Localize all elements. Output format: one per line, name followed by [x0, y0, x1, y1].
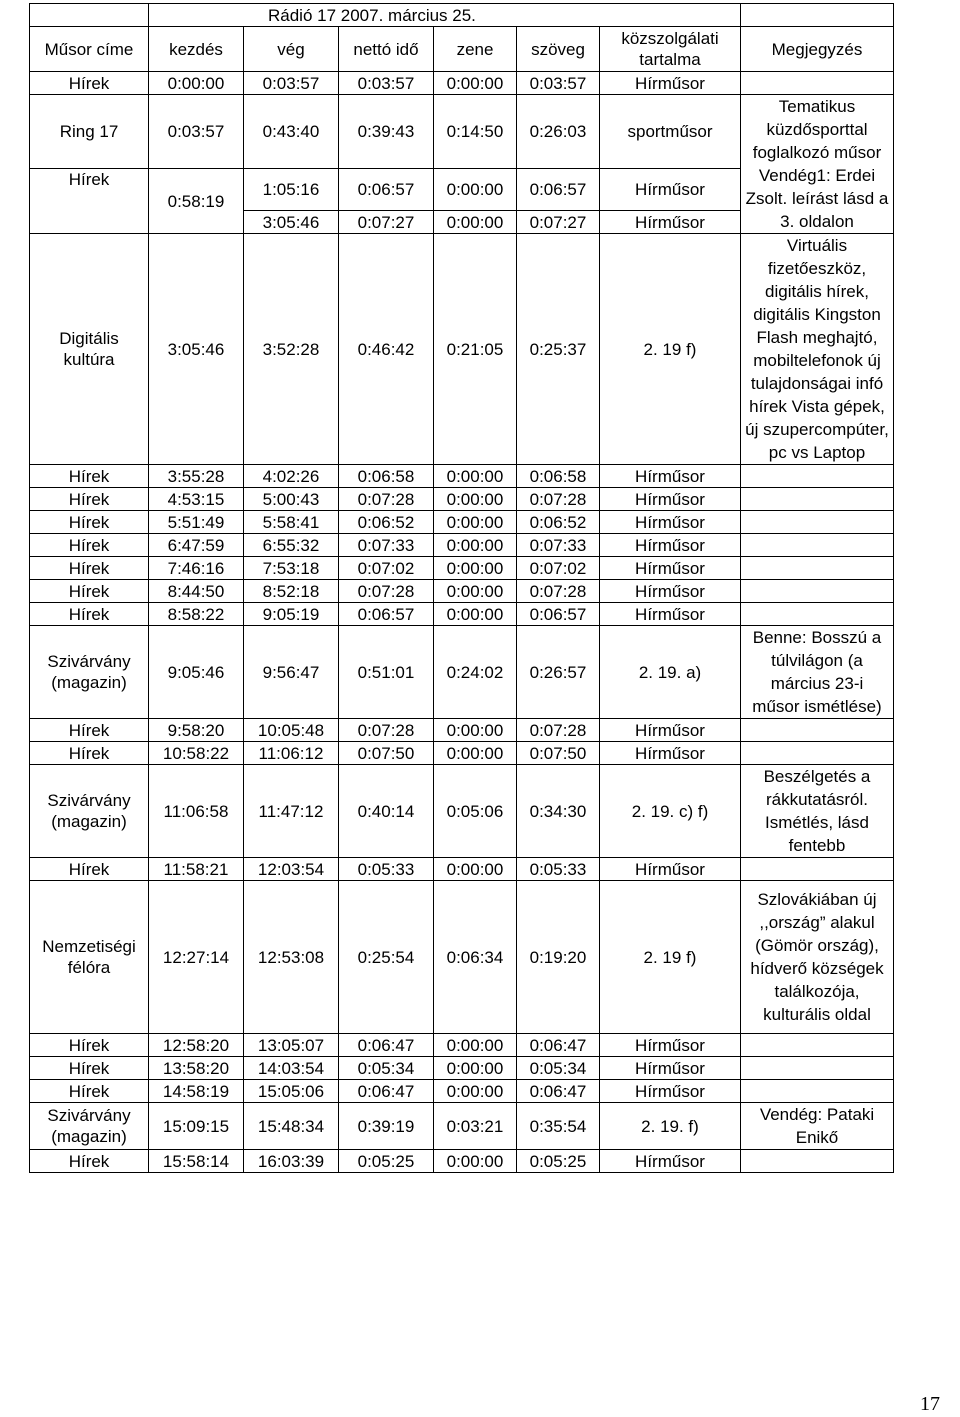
- table-row: [30, 765, 894, 858]
- start-time: 9:05:46: [149, 626, 244, 719]
- show-title: Szivárvány (magazin): [30, 626, 149, 719]
- show-title: Hírek: [30, 742, 149, 765]
- column-header-notes: Megjegyzés: [741, 27, 894, 72]
- table-row: [30, 234, 894, 465]
- public-content: Hírműsor: [600, 1034, 741, 1057]
- public-content: Hírműsor: [600, 211, 741, 234]
- end-time: 5:00:43: [244, 488, 339, 511]
- music-time: 0:00:00: [434, 1057, 517, 1080]
- public-content: Hírműsor: [600, 1080, 741, 1103]
- public-content: Hírműsor: [600, 719, 741, 742]
- public-content: Hírműsor: [600, 534, 741, 557]
- net-time: 0:06:57: [339, 603, 434, 626]
- end-time: 1:05:16: [244, 169, 339, 211]
- music-time: 0:00:00: [434, 719, 517, 742]
- speech-time: 0:07:02: [517, 557, 600, 580]
- start-time: 9:58:20: [149, 719, 244, 742]
- empty-note-cell: [741, 1057, 894, 1080]
- speech-time: 0:19:20: [517, 881, 600, 1034]
- start-time: 10:58:22: [149, 742, 244, 765]
- table-row: [30, 1057, 894, 1080]
- public-content: 2. 19. f): [600, 1103, 741, 1150]
- show-title: Hírek: [30, 603, 149, 626]
- start-time: 0:03:57: [149, 95, 244, 169]
- music-time: 0:00:00: [434, 603, 517, 626]
- speech-time: 0:07:28: [517, 580, 600, 603]
- public-content: Hírműsor: [600, 511, 741, 534]
- show-title: Hírek: [30, 534, 149, 557]
- end-time: 6:55:32: [244, 534, 339, 557]
- speech-time: 0:06:47: [517, 1080, 600, 1103]
- empty-note-cell: [741, 557, 894, 580]
- music-time: 0:00:00: [434, 1080, 517, 1103]
- music-time: 0:00:00: [434, 580, 517, 603]
- note-cell: Benne: Bosszú a túlvilágon (a március 23-i műsor ismétlése): [741, 626, 894, 719]
- speech-time: 0:07:33: [517, 534, 600, 557]
- start-time: 3:05:46: [149, 234, 244, 465]
- note-cell: Tematikus küzdősporttal foglalkozó műsor Vendég1: Erdei Zsolt. leírást lásd a 3. oldalon: [741, 95, 894, 234]
- table-row: [30, 511, 894, 534]
- speech-time: 0:06:52: [517, 511, 600, 534]
- speech-time: 0:06:47: [517, 1034, 600, 1057]
- table-row: [30, 488, 894, 511]
- end-time: 10:05:48: [244, 719, 339, 742]
- start-time: 8:58:22: [149, 603, 244, 626]
- start-time: 6:47:59: [149, 534, 244, 557]
- empty-note-cell: [741, 72, 894, 95]
- empty-note-cell: [741, 488, 894, 511]
- table-row: [30, 881, 894, 1034]
- start-time: 15:09:15: [149, 1103, 244, 1150]
- net-time: 0:05:25: [339, 1150, 434, 1173]
- speech-time: 0:07:50: [517, 742, 600, 765]
- public-content: Hírműsor: [600, 603, 741, 626]
- public-content: Hírműsor: [600, 465, 741, 488]
- net-time: 0:51:01: [339, 626, 434, 719]
- end-time: 11:47:12: [244, 765, 339, 858]
- show-title: Nemzetiségi félóra: [30, 881, 149, 1034]
- column-header-net: nettó idő: [339, 27, 434, 72]
- net-time: 0:06:58: [339, 465, 434, 488]
- public-content: Hírműsor: [600, 488, 741, 511]
- start-time: 12:27:14: [149, 881, 244, 1034]
- document-title: Rádió 17 2007. március 25.: [149, 4, 741, 27]
- speech-time: 0:06:57: [517, 169, 600, 211]
- music-time: 0:05:06: [434, 765, 517, 858]
- net-time: 0:25:54: [339, 881, 434, 1034]
- column-header-text: szöveg: [517, 27, 600, 72]
- column-header-start: kezdés: [149, 27, 244, 72]
- speech-time: 0:06:58: [517, 465, 600, 488]
- music-time: 0:00:00: [434, 211, 517, 234]
- table-row: [30, 95, 894, 169]
- show-title: Hírek: [30, 72, 149, 95]
- table-row: [30, 72, 894, 95]
- music-time: 0:00:00: [434, 72, 517, 95]
- speech-time: 0:26:57: [517, 626, 600, 719]
- show-title: Hírek: [30, 858, 149, 881]
- net-time: 0:07:28: [339, 488, 434, 511]
- start-time: 5:51:49: [149, 511, 244, 534]
- note-cell: Beszélgetés a rákkutatásról. Ismétlés, lásd fentebb: [741, 765, 894, 858]
- empty-cell: [30, 4, 149, 27]
- music-time: 0:00:00: [434, 511, 517, 534]
- broadcast-schedule-table: [29, 3, 894, 1173]
- page-number: 17: [920, 1393, 940, 1415]
- music-time: 0:00:00: [434, 858, 517, 881]
- empty-cell: [741, 4, 894, 27]
- speech-time: 0:05:34: [517, 1057, 600, 1080]
- net-time: 0:07:28: [339, 580, 434, 603]
- music-time: 0:24:02: [434, 626, 517, 719]
- net-time: 0:06:52: [339, 511, 434, 534]
- start-time: 0:00:00: [149, 72, 244, 95]
- table-row: [30, 580, 894, 603]
- column-header-show: Műsor címe: [30, 27, 149, 72]
- speech-time: 0:34:30: [517, 765, 600, 858]
- end-time: 0:43:40: [244, 95, 339, 169]
- speech-time: 0:07:28: [517, 488, 600, 511]
- table-row: [30, 719, 894, 742]
- end-time: 14:03:54: [244, 1057, 339, 1080]
- net-time: 0:07:33: [339, 534, 434, 557]
- column-header-end: vég: [244, 27, 339, 72]
- music-time: 0:00:00: [434, 534, 517, 557]
- net-time: 0:06:57: [339, 169, 434, 211]
- public-content: Hírműsor: [600, 557, 741, 580]
- public-content: Hírműsor: [600, 72, 741, 95]
- speech-time: 0:07:28: [517, 719, 600, 742]
- end-time: 7:53:18: [244, 557, 339, 580]
- show-title: Hírek: [30, 1034, 149, 1057]
- table-row: [30, 1150, 894, 1173]
- show-title: Szivárvány (magazin): [30, 765, 149, 858]
- net-time: 0:07:50: [339, 742, 434, 765]
- show-title: Hírek: [30, 511, 149, 534]
- end-time: 4:02:26: [244, 465, 339, 488]
- start-time: 3:55:28: [149, 465, 244, 488]
- table-row: [30, 742, 894, 765]
- note-cell: Szlovákiában új ,,ország” alakul (Gömör ország), hídverő községek találkozója, kulturális oldal: [741, 881, 894, 1034]
- net-time: 0:07:28: [339, 719, 434, 742]
- public-content: Hírműsor: [600, 742, 741, 765]
- show-title: Hírek: [30, 719, 149, 742]
- net-time: 0:03:57: [339, 72, 434, 95]
- public-content: 2. 19 f): [600, 234, 741, 465]
- empty-note-cell: [741, 858, 894, 881]
- net-time: 0:05:33: [339, 858, 434, 881]
- column-header-music: zene: [434, 27, 517, 72]
- table-row: [30, 1103, 894, 1150]
- show-title: Hírek: [30, 1150, 149, 1173]
- start-time: 4:53:15: [149, 488, 244, 511]
- speech-time: 0:25:37: [517, 234, 600, 465]
- end-time: 5:58:41: [244, 511, 339, 534]
- show-title: Hírek: [30, 488, 149, 511]
- public-content: Hírműsor: [600, 580, 741, 603]
- speech-time: 0:05:25: [517, 1150, 600, 1173]
- start-time: 11:06:58: [149, 765, 244, 858]
- public-content: Hírműsor: [600, 1150, 741, 1173]
- public-content: 2. 19 f): [600, 881, 741, 1034]
- empty-note-cell: [741, 465, 894, 488]
- music-time: 0:00:00: [434, 465, 517, 488]
- speech-time: 0:03:57: [517, 72, 600, 95]
- note-cell: Virtuális fizetőeszköz, digitális hírek, digitális Kingston Flash meghajtó, mobiltelefonok új tulajdonságai infó hírek Vista gépek, új szupercompúter, pc vs Laptop: [741, 234, 894, 465]
- table-row: [30, 465, 894, 488]
- end-time: 16:03:39: [244, 1150, 339, 1173]
- music-time: 0:21:05: [434, 234, 517, 465]
- net-time: 0:40:14: [339, 765, 434, 858]
- empty-note-cell: [741, 1080, 894, 1103]
- show-title: Hírek: [30, 557, 149, 580]
- net-time: 0:05:34: [339, 1057, 434, 1080]
- public-content: 2. 19. c) f): [600, 765, 741, 858]
- start-time: 15:58:14: [149, 1150, 244, 1173]
- start-time: 12:58:20: [149, 1034, 244, 1057]
- start-time: 8:44:50: [149, 580, 244, 603]
- net-time: 0:39:43: [339, 95, 434, 169]
- music-time: 0:00:00: [434, 742, 517, 765]
- end-time: 12:03:54: [244, 858, 339, 881]
- show-title: Ring 17: [30, 95, 149, 169]
- public-content: sportműsor: [600, 95, 741, 169]
- net-time: 0:07:02: [339, 557, 434, 580]
- start-time: 11:58:21: [149, 858, 244, 881]
- music-time: 0:03:21: [434, 1103, 517, 1150]
- net-time: 0:39:19: [339, 1103, 434, 1150]
- public-content: Hírműsor: [600, 169, 741, 211]
- net-time: 0:06:47: [339, 1080, 434, 1103]
- start-time: 13:58:20: [149, 1057, 244, 1080]
- empty-note-cell: [741, 719, 894, 742]
- music-time: 0:00:00: [434, 1034, 517, 1057]
- speech-time: 0:05:33: [517, 858, 600, 881]
- net-time: 0:07:27: [339, 211, 434, 234]
- net-time: 0:46:42: [339, 234, 434, 465]
- music-time: 0:06:34: [434, 881, 517, 1034]
- end-time: 13:05:07: [244, 1034, 339, 1057]
- end-time: 3:52:28: [244, 234, 339, 465]
- end-time: 9:56:47: [244, 626, 339, 719]
- column-header-public: közszolgálati tartalma: [600, 27, 741, 72]
- empty-note-cell: [741, 1034, 894, 1057]
- speech-time: 0:07:27: [517, 211, 600, 234]
- end-time: 8:52:18: [244, 580, 339, 603]
- music-time: 0:00:00: [434, 169, 517, 211]
- end-time: 0:03:57: [244, 72, 339, 95]
- speech-time: 0:26:03: [517, 95, 600, 169]
- speech-time: 0:06:57: [517, 603, 600, 626]
- table-row: [30, 557, 894, 580]
- show-title: Hírek: [30, 169, 149, 234]
- empty-note-cell: [741, 742, 894, 765]
- end-time: 3:05:46: [244, 211, 339, 234]
- start-time: 7:46:16: [149, 557, 244, 580]
- net-time: 0:06:47: [339, 1034, 434, 1057]
- show-title: Digitális kultúra: [30, 234, 149, 465]
- table-row: [30, 27, 894, 72]
- show-title: Hírek: [30, 1057, 149, 1080]
- public-content: Hírműsor: [600, 1057, 741, 1080]
- table-row: [30, 858, 894, 881]
- empty-note-cell: [741, 603, 894, 626]
- table-row: [30, 603, 894, 626]
- speech-time: 0:35:54: [517, 1103, 600, 1150]
- table-row: [30, 1034, 894, 1057]
- show-title: Hírek: [30, 580, 149, 603]
- empty-note-cell: [741, 511, 894, 534]
- end-time: 15:48:34: [244, 1103, 339, 1150]
- table-row: [30, 1080, 894, 1103]
- show-title: Hírek: [30, 465, 149, 488]
- end-time: 12:53:08: [244, 881, 339, 1034]
- start-time: 0:58:19: [149, 169, 244, 234]
- music-time: 0:00:00: [434, 557, 517, 580]
- public-content: 2. 19. a): [600, 626, 741, 719]
- empty-note-cell: [741, 580, 894, 603]
- show-title: Hírek: [30, 1080, 149, 1103]
- table-row: [30, 626, 894, 719]
- table-row: [30, 534, 894, 557]
- note-cell: Vendég: Pataki Enikő: [741, 1103, 894, 1150]
- music-time: 0:14:50: [434, 95, 517, 169]
- start-time: 14:58:19: [149, 1080, 244, 1103]
- music-time: 0:00:00: [434, 488, 517, 511]
- end-time: 11:06:12: [244, 742, 339, 765]
- end-time: 9:05:19: [244, 603, 339, 626]
- empty-note-cell: [741, 534, 894, 557]
- empty-note-cell: [741, 1150, 894, 1173]
- public-content: Hírműsor: [600, 858, 741, 881]
- end-time: 15:05:06: [244, 1080, 339, 1103]
- music-time: 0:00:00: [434, 1150, 517, 1173]
- table-row: [30, 4, 894, 27]
- show-title: Szivárvány (magazin): [30, 1103, 149, 1150]
